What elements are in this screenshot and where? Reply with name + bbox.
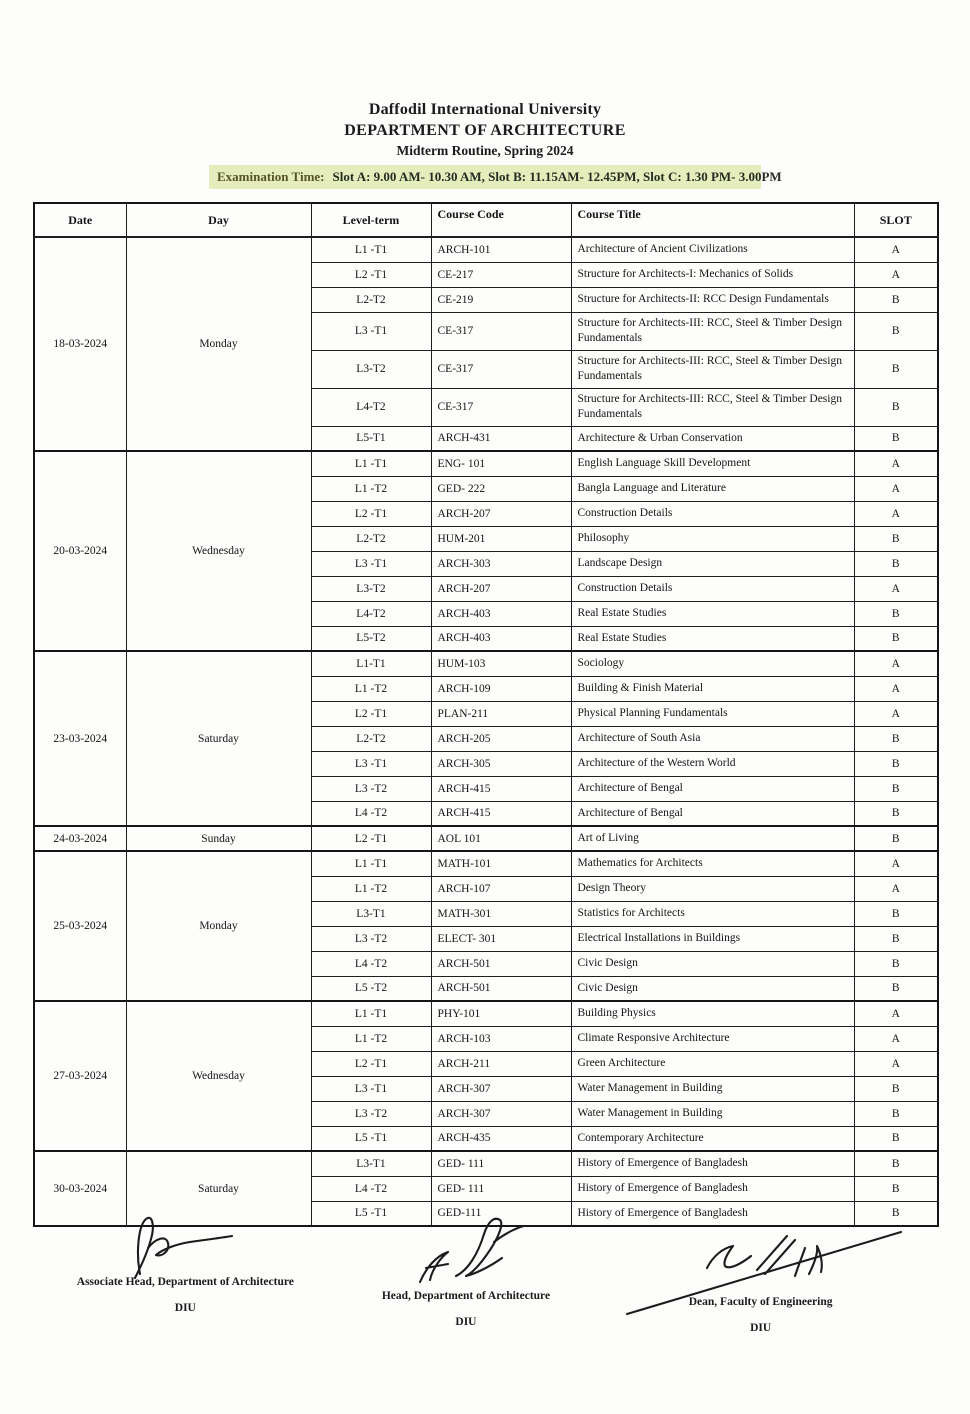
routine-table-body xyxy=(34,237,938,1226)
course-title-cell: Philosophy xyxy=(571,526,854,551)
slot-cell: A xyxy=(854,501,938,526)
head-signature xyxy=(376,1210,556,1296)
course-title-cell: Statistics for Architects xyxy=(571,901,854,926)
slot-cell: B xyxy=(854,551,938,576)
day-cell: Saturday xyxy=(126,1151,311,1226)
signatory-title: Dean, Faculty of Engineering xyxy=(688,1296,833,1308)
slot-cell: B xyxy=(854,826,938,851)
course-title-cell: Architecture of Ancient Civilizations xyxy=(571,237,854,262)
course-code-cell: PLAN-211 xyxy=(431,701,571,726)
level-term-cell: L3 -T2 xyxy=(311,776,431,801)
slot-cell: A xyxy=(854,476,938,501)
slot-cell: B xyxy=(854,426,938,451)
column-header-course-title: Course Title xyxy=(571,203,854,237)
routine-table xyxy=(33,202,939,1227)
course-title-cell: Mathematics for Architects xyxy=(571,851,854,876)
level-term-cell: L5 -T2 xyxy=(311,976,431,1001)
column-header-date: Date xyxy=(34,203,126,237)
slot-cell: B xyxy=(854,1101,938,1126)
level-term-cell: L5-T2 xyxy=(311,626,431,651)
course-title-cell: History of Emergence of Bangladesh xyxy=(571,1176,854,1201)
course-code-cell: GED- 222 xyxy=(431,476,571,501)
slot-cell: A xyxy=(854,651,938,676)
table-row xyxy=(34,851,938,876)
level-term-cell: L4-T2 xyxy=(311,388,431,426)
level-term-cell: L1 -T2 xyxy=(311,1026,431,1051)
slot-cell: B xyxy=(854,951,938,976)
course-code-cell: ARCH-207 xyxy=(431,576,571,601)
slot-cell: B xyxy=(854,626,938,651)
course-code-cell: ENG- 101 xyxy=(431,451,571,476)
course-title-cell: Structure for Architects-III: RCC, Steel & Timber Design Fundamentals xyxy=(571,388,854,426)
signatory-org: DIU xyxy=(174,1302,196,1314)
course-code-cell: ARCH-307 xyxy=(431,1076,571,1101)
course-title-cell: Building Physics xyxy=(571,1001,854,1026)
level-term-cell: L3 -T1 xyxy=(311,312,431,350)
course-code-cell: ARCH-303 xyxy=(431,551,571,576)
level-term-cell: L3 -T1 xyxy=(311,751,431,776)
slot-cell: B xyxy=(854,801,938,826)
examination-time-label: Examination Time: xyxy=(217,169,325,185)
slot-cell: B xyxy=(854,312,938,350)
level-term-cell: L2 -T1 xyxy=(311,1051,431,1076)
slot-cell: B xyxy=(854,1201,938,1226)
day-cell: Sunday xyxy=(126,826,311,851)
course-code-cell: ARCH-415 xyxy=(431,776,571,801)
slot-cell: A xyxy=(854,576,938,601)
level-term-cell: L1 -T1 xyxy=(311,1001,431,1026)
course-code-cell: ARCH-307 xyxy=(431,1101,571,1126)
slot-cell: A xyxy=(854,701,938,726)
course-code-cell: CE-317 xyxy=(431,312,571,350)
level-term-cell: L3-T2 xyxy=(311,350,431,388)
associate-head-signature xyxy=(100,1210,270,1282)
level-term-cell: L3-T2 xyxy=(311,576,431,601)
course-code-cell: ARCH-501 xyxy=(431,951,571,976)
level-term-cell: L1 -T2 xyxy=(311,876,431,901)
date-cell: 27-03-2024 xyxy=(34,1001,126,1151)
date-cell: 30-03-2024 xyxy=(34,1151,126,1226)
course-title-cell: Architecture of Bengal xyxy=(571,801,854,826)
column-header-course-code: Course Code xyxy=(431,203,571,237)
examination-time-bar xyxy=(209,165,782,189)
course-title-cell: History of Emergence of Bangladesh xyxy=(571,1151,854,1176)
level-term-cell: L3 -T2 xyxy=(311,1101,431,1126)
course-title-cell: Water Management in Building xyxy=(571,1101,854,1126)
course-title-cell: Sociology xyxy=(571,651,854,676)
date-cell: 24-03-2024 xyxy=(34,826,126,851)
course-title-cell: Civic Design xyxy=(571,976,854,1001)
course-code-cell: ELECT- 301 xyxy=(431,926,571,951)
column-header-level-term: Level-term xyxy=(311,203,431,237)
day-cell: Wednesday xyxy=(126,1001,311,1151)
course-code-cell: ARCH-415 xyxy=(431,801,571,826)
level-term-cell: L3-T1 xyxy=(311,1151,431,1176)
course-title-cell: Structure for Architects-I: Mechanics of Solids xyxy=(571,262,854,287)
table-row xyxy=(34,826,938,851)
course-title-cell: Construction Details xyxy=(571,576,854,601)
level-term-cell: L2 -T1 xyxy=(311,701,431,726)
level-term-cell: L5-T1 xyxy=(311,426,431,451)
course-code-cell: GED- 111 xyxy=(431,1176,571,1201)
course-code-cell: ARCH-107 xyxy=(431,876,571,901)
slot-cell: A xyxy=(854,851,938,876)
table-row xyxy=(34,451,938,476)
day-cell: Saturday xyxy=(126,651,311,826)
course-code-cell: PHY-101 xyxy=(431,1001,571,1026)
signature-row xyxy=(0,1210,970,1334)
course-code-cell: GED-111 xyxy=(431,1201,571,1226)
course-code-cell: CE-317 xyxy=(431,350,571,388)
course-code-cell: CE-217 xyxy=(431,262,571,287)
date-cell: 25-03-2024 xyxy=(34,851,126,1001)
course-title-cell: Building & Finish Material xyxy=(571,676,854,701)
slot-cell: A xyxy=(854,237,938,262)
course-title-cell: Structure for Architects-III: RCC, Steel & Timber Design Fundamentals xyxy=(571,312,854,350)
level-term-cell: L1 -T2 xyxy=(311,476,431,501)
slot-cell: A xyxy=(854,1026,938,1051)
slot-cell: B xyxy=(854,726,938,751)
course-code-cell: AOL 101 xyxy=(431,826,571,851)
column-header-slot: SLOT xyxy=(854,203,938,237)
level-term-cell: L1-T1 xyxy=(311,651,431,676)
table-row xyxy=(34,1151,938,1176)
day-cell: Wednesday xyxy=(126,451,311,651)
course-code-cell: HUM-201 xyxy=(431,526,571,551)
department-name: DEPARTMENT OF ARCHITECTURE xyxy=(344,121,626,139)
course-title-cell: History of Emergence of Bangladesh xyxy=(571,1201,854,1226)
course-title-cell: Structure for Architects-III: RCC, Steel & Timber Design Fundamentals xyxy=(571,350,854,388)
level-term-cell: L3 -T1 xyxy=(311,551,431,576)
date-cell: 20-03-2024 xyxy=(34,451,126,651)
signatory-title: Associate Head, Department of Architecture xyxy=(76,1276,294,1288)
level-term-cell: L4 -T2 xyxy=(311,951,431,976)
course-title-cell: Electrical Installations in Buildings xyxy=(571,926,854,951)
slot-cell: A xyxy=(854,1051,938,1076)
course-code-cell: MATH-301 xyxy=(431,901,571,926)
signatory-org: DIU xyxy=(455,1316,477,1328)
level-term-cell: L4-T2 xyxy=(311,601,431,626)
course-code-cell: ARCH-501 xyxy=(431,976,571,1001)
associate-head-signature-block xyxy=(45,1210,326,1334)
slot-cell: A xyxy=(854,1001,938,1026)
course-title-cell: Architecture of Bengal xyxy=(571,776,854,801)
course-code-cell: ARCH-205 xyxy=(431,726,571,751)
document-header xyxy=(0,0,970,159)
course-code-cell: ARCH-403 xyxy=(431,601,571,626)
level-term-cell: L2-T2 xyxy=(311,287,431,312)
level-term-cell: L1 -T1 xyxy=(311,237,431,262)
level-term-cell: L4 -T2 xyxy=(311,801,431,826)
slot-cell: B xyxy=(854,976,938,1001)
course-code-cell: ARCH-103 xyxy=(431,1026,571,1051)
slot-cell: B xyxy=(854,1076,938,1101)
slot-cell: B xyxy=(854,1151,938,1176)
slot-cell: B xyxy=(854,601,938,626)
table-row xyxy=(34,237,938,262)
level-term-cell: L3 -T1 xyxy=(311,1076,431,1101)
slot-cell: B xyxy=(854,388,938,426)
course-code-cell: ARCH-431 xyxy=(431,426,571,451)
course-title-cell: Architecture of South Asia xyxy=(571,726,854,751)
signatory-org: DIU xyxy=(750,1322,772,1334)
course-code-cell: GED- 111 xyxy=(431,1151,571,1176)
slot-cell: A xyxy=(854,262,938,287)
slot-cell: B xyxy=(854,901,938,926)
course-code-cell: ARCH-211 xyxy=(431,1051,571,1076)
slot-cell: B xyxy=(854,1176,938,1201)
course-code-cell: ARCH-207 xyxy=(431,501,571,526)
slot-cell: B xyxy=(854,776,938,801)
course-code-cell: ARCH-109 xyxy=(431,676,571,701)
level-term-cell: L1 -T1 xyxy=(311,451,431,476)
slot-cell: B xyxy=(854,287,938,312)
level-term-cell: L2 -T1 xyxy=(311,262,431,287)
course-title-cell: Landscape Design xyxy=(571,551,854,576)
slot-cell: A xyxy=(854,451,938,476)
course-title-cell: Civic Design xyxy=(571,951,854,976)
course-code-cell: CE-219 xyxy=(431,287,571,312)
course-code-cell: ARCH-101 xyxy=(431,237,571,262)
slot-cell: B xyxy=(854,926,938,951)
course-title-cell: English Language Skill Development xyxy=(571,451,854,476)
column-header-day: Day xyxy=(126,203,311,237)
course-title-cell: Design Theory xyxy=(571,876,854,901)
university-name: Daffodil International University xyxy=(368,101,602,118)
table-header-row xyxy=(34,203,938,237)
date-cell: 23-03-2024 xyxy=(34,651,126,826)
course-code-cell: ARCH-435 xyxy=(431,1126,571,1151)
level-term-cell: L1 -T1 xyxy=(311,851,431,876)
level-term-cell: L1 -T2 xyxy=(311,676,431,701)
course-title-cell: Architecture of the Western World xyxy=(571,751,854,776)
level-term-cell: L2 -T1 xyxy=(311,501,431,526)
course-title-cell: Structure for Architects-II: RCC Design Fundamentals xyxy=(571,287,854,312)
course-title-cell: Architecture & Urban Conservation xyxy=(571,426,854,451)
level-term-cell: L2 -T1 xyxy=(311,826,431,851)
level-term-cell: L2-T2 xyxy=(311,526,431,551)
slot-cell: B xyxy=(854,1126,938,1151)
course-code-cell: ARCH-305 xyxy=(431,751,571,776)
course-title-cell: Construction Details xyxy=(571,501,854,526)
course-code-cell: CE-317 xyxy=(431,388,571,426)
course-title-cell: Water Management in Building xyxy=(571,1076,854,1101)
slot-cell: B xyxy=(854,350,938,388)
course-title-cell: Bangla Language and Literature xyxy=(571,476,854,501)
course-title-cell: Real Estate Studies xyxy=(571,626,854,651)
slot-cell: A xyxy=(854,676,938,701)
head-signature-block xyxy=(326,1210,607,1334)
day-cell: Monday xyxy=(126,851,311,1001)
table-row xyxy=(34,1001,938,1026)
table-row xyxy=(34,651,938,676)
day-cell: Monday xyxy=(126,237,311,451)
level-term-cell: L3 -T2 xyxy=(311,926,431,951)
level-term-cell: L5 -T1 xyxy=(311,1126,431,1151)
routine-subtitle: Midterm Routine, Spring 2024 xyxy=(396,142,574,158)
level-term-cell: L2-T2 xyxy=(311,726,431,751)
course-title-cell: Contemporary Architecture xyxy=(571,1126,854,1151)
level-term-cell: L3-T1 xyxy=(311,901,431,926)
course-title-cell: Real Estate Studies xyxy=(571,601,854,626)
level-term-cell: L5 -T1 xyxy=(311,1201,431,1226)
date-cell: 18-03-2024 xyxy=(34,237,126,451)
slot-cell: B xyxy=(854,526,938,551)
course-code-cell: ARCH-403 xyxy=(431,626,571,651)
slot-cell: A xyxy=(854,876,938,901)
course-title-cell: Art of Living xyxy=(571,826,854,851)
dean-signature xyxy=(611,1210,911,1330)
course-title-cell: Climate Responsive Architecture xyxy=(571,1026,854,1051)
course-code-cell: HUM-103 xyxy=(431,651,571,676)
slot-cell: B xyxy=(854,751,938,776)
course-code-cell: MATH-101 xyxy=(431,851,571,876)
level-term-cell: L4 -T2 xyxy=(311,1176,431,1201)
course-title-cell: Green Architecture xyxy=(571,1051,854,1076)
signatory-title: Head, Department of Architecture xyxy=(381,1290,551,1302)
examination-time-value: Slot A: 9.00 AM- 10.30 AM, Slot B: 11.15AM- 12.45PM, Slot C: 1.30 PM- 3.00PM xyxy=(332,169,782,185)
course-title-cell: Physical Planning Fundamentals xyxy=(571,701,854,726)
dean-signature-block xyxy=(606,1210,915,1334)
